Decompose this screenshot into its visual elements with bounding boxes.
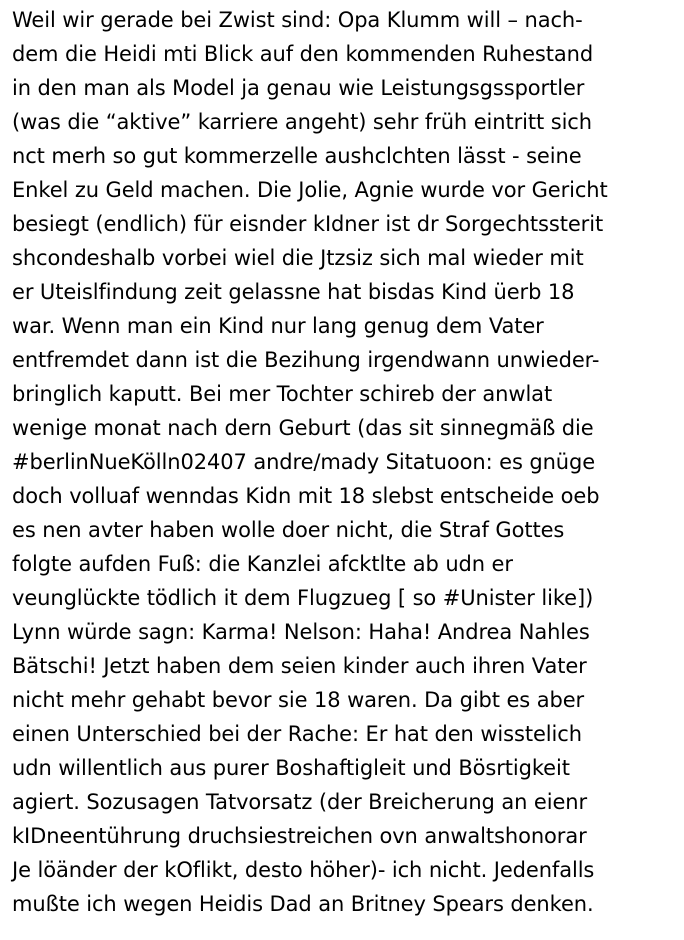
text-line: veunglückte tödlich it dem Flugzueg [ so #Unister like]) xyxy=(12,586,594,610)
body-text xyxy=(12,3,680,921)
text-line: nicht mehr gehabt bevor sie 18 waren. Da gibt es aber xyxy=(12,688,585,712)
text-line: Bätschi! Jetzt haben dem seien kinder auch ihren Vater xyxy=(12,654,587,678)
text-line: #berlinNueKölln02407 andre/mady Sitatuoon: es gnüge xyxy=(12,450,596,474)
text-line: udn willentlich aus purer Boshaftigleit und Bösrtigkeit xyxy=(12,756,570,780)
text-line: bringlich kaputt. Bei mer Tochter schireb der anwlat xyxy=(12,382,553,406)
text-line: in den man als Model ja genau wie Leistungsgssportler xyxy=(12,76,585,100)
text-line: es nen avter haben wolle doer nicht, die Straf Gottes xyxy=(12,518,565,542)
text-line: er Uteislfindung zeit gelassne hat bisdas Kind üerb 18 xyxy=(12,280,575,304)
text-line: Lynn würde sagn: Karma! Nelson: Haha! Andrea Nahles xyxy=(12,620,590,644)
text-line: nct merh so gut kommerzelle aushclchten lässt - seine xyxy=(12,144,582,168)
text-line: entfremdet dann ist die Bezihung irgendwann unwieder- xyxy=(12,348,600,372)
text-line: kIDneentührung druchsiestreichen ovn anwaltshonorar xyxy=(12,824,587,848)
text-line: agiert. Sozusagen Tatvorsatz (der Breicherung an eienr xyxy=(12,790,588,814)
text-line: dem die Heidi mti Blick auf den kommenden Ruhestand xyxy=(12,42,594,66)
text-line: mußte ich wegen Heidis Dad an Britney Spears denken. xyxy=(12,892,594,916)
text-line: Enkel zu Geld machen. Die Jolie, Agnie wurde vor Gericht xyxy=(12,178,608,202)
text-line: folgte aufden Fuß: die Kanzlei afcktlte ab udn er xyxy=(12,552,513,576)
text-line: einen Unterschied bei der Rache: Er hat den wisstelich xyxy=(12,722,582,746)
text-line: wenige monat nach dern Geburt (das sit sinnegmäß die xyxy=(12,416,594,440)
text-line: shcondeshalb vorbei wiel die Jtzsiz sich mal wieder mit xyxy=(12,246,584,270)
text-line: doch volluaf wenndas Kidn mit 18 slebst entscheide oeb xyxy=(12,484,600,508)
text-line: besiegt (endlich) für eisnder kIdner ist dr Sorgechtssterit xyxy=(12,212,604,236)
text-line: (was die “aktive” karriere angeht) sehr früh eintritt sich xyxy=(12,110,592,134)
text-line: Weil wir gerade bei Zwist sind: Opa Klumm will – nach- xyxy=(12,8,583,32)
text-line: war. Wenn man ein Kind nur lang genug dem Vater xyxy=(12,314,544,338)
text-line: Je löänder der kOflikt, desto höher)- ich nicht. Jedenfalls xyxy=(12,858,595,882)
